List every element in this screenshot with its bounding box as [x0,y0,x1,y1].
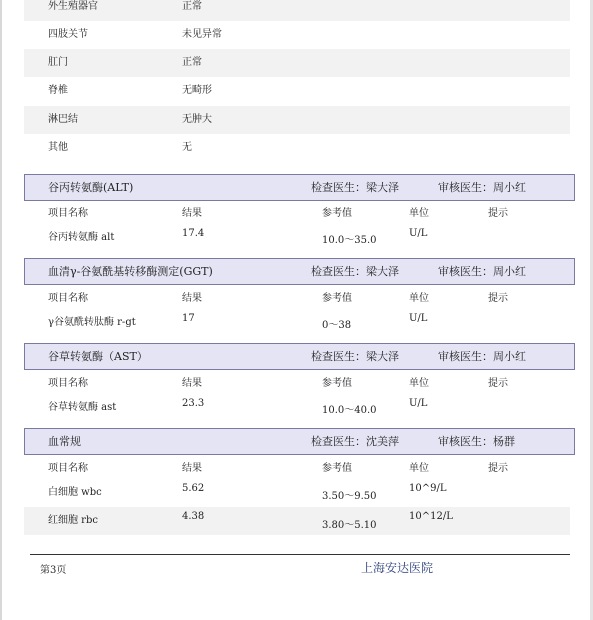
result-row [24,224,570,252]
col-hint-header: 提示 [488,463,508,474]
item-unit: U/L [409,313,428,324]
col-reference-header: 参考值 [322,378,352,389]
item-name: 谷丙转氨酶 alt [48,232,115,243]
result-row [24,394,570,422]
col-reference-header: 参考值 [322,208,352,219]
col-unit-header: 单位 [409,293,429,304]
review-doctor: 审核医生：杨群 [438,435,515,448]
item-reference: 3.50～9.50 [322,491,377,502]
exam-item-value: 无 [182,142,192,153]
exam-row [24,77,570,105]
col-reference-header: 参考值 [322,293,352,304]
exam-item-value: 无肿大 [182,114,212,125]
item-result: 17 [182,313,195,324]
check-doctor: 检查医生：沈美萍 [311,435,399,448]
page-number: 第3页 [40,565,67,576]
exam-item-value: 正常 [182,57,202,68]
item-reference: 10.0～35.0 [322,235,377,246]
col-reference-header: 参考值 [322,463,352,474]
review-doctor: 审核医生：周小红 [438,181,526,194]
page-left-edge [0,0,2,620]
item-reference: 3.80～5.10 [322,520,377,531]
col-unit-header: 单位 [409,463,429,474]
item-result: 23.3 [182,398,205,409]
exam-item-name: 外生殖器官 [48,1,98,12]
column-header-row [24,206,570,222]
item-result: 5.62 [182,483,205,494]
result-row [24,309,570,337]
col-name-header: 项目名称 [48,378,88,389]
col-unit-header: 单位 [409,378,429,389]
footer-divider [30,554,570,555]
exam-item-name: 肛门 [48,57,68,68]
item-name: γ谷氨酰转肽酶 r-gt [48,317,136,328]
exam-item-name: 脊椎 [48,85,68,96]
section-header-ast [24,343,575,370]
exam-row [24,0,570,21]
column-header-row [24,291,570,307]
item-unit: U/L [409,228,428,239]
col-result-header: 结果 [182,378,202,389]
item-unit: 10^12/L [409,511,453,522]
item-unit: 10^9/L [409,483,447,494]
check-doctor: 检查医生：梁大泽 [311,350,399,363]
col-name-header: 项目名称 [48,208,88,219]
section-header-blood-routine [24,428,575,455]
col-result-header: 结果 [182,463,202,474]
exam-item-value: 未见异常 [182,29,222,40]
col-result-header: 结果 [182,293,202,304]
exam-row [24,106,570,134]
exam-item-name: 淋巴结 [48,114,78,125]
item-name: 谷草转氨酶 ast [48,402,117,413]
exam-item-value: 正常 [182,1,202,12]
item-unit: U/L [409,398,428,409]
hospital-name: 上海安达医院 [361,561,434,575]
col-hint-header: 提示 [488,293,508,304]
section-title: 谷丙转氨酶(ALT) [48,181,134,194]
check-doctor: 检查医生：梁大泽 [311,265,399,278]
col-unit-header: 单位 [409,208,429,219]
exam-item-name: 四肢关节 [48,29,88,40]
exam-row [24,49,570,77]
section-header-ggt [24,258,575,285]
section-title: 血常规 [48,435,81,448]
col-name-header: 项目名称 [48,463,88,474]
col-result-header: 结果 [182,208,202,219]
section-title: 血清γ-谷氨酰基转移酶测定(GGT) [48,265,213,278]
section-header-alt [24,174,575,201]
col-name-header: 项目名称 [48,293,88,304]
review-doctor: 审核医生：周小红 [438,265,526,278]
exam-item-name: 其他 [48,142,68,153]
exam-row [24,134,570,162]
section-title: 谷草转氨酶（AST） [48,350,148,363]
review-doctor: 审核医生：周小红 [438,350,526,363]
result-row [24,507,570,535]
item-reference: 10.0～40.0 [322,405,377,416]
item-name: 红细胞 rbc [48,515,98,526]
item-reference: 0～38 [322,320,352,331]
col-hint-header: 提示 [488,378,508,389]
result-row [24,479,570,507]
item-name: 白细胞 wbc [48,487,102,498]
exam-row [24,21,570,49]
column-header-row [24,461,570,477]
exam-item-value: 无畸形 [182,85,212,96]
item-result: 17.4 [182,228,205,239]
col-hint-header: 提示 [488,208,508,219]
item-result: 4.38 [182,511,205,522]
column-header-row [24,376,570,392]
check-doctor: 检查医生：梁大泽 [311,181,399,194]
